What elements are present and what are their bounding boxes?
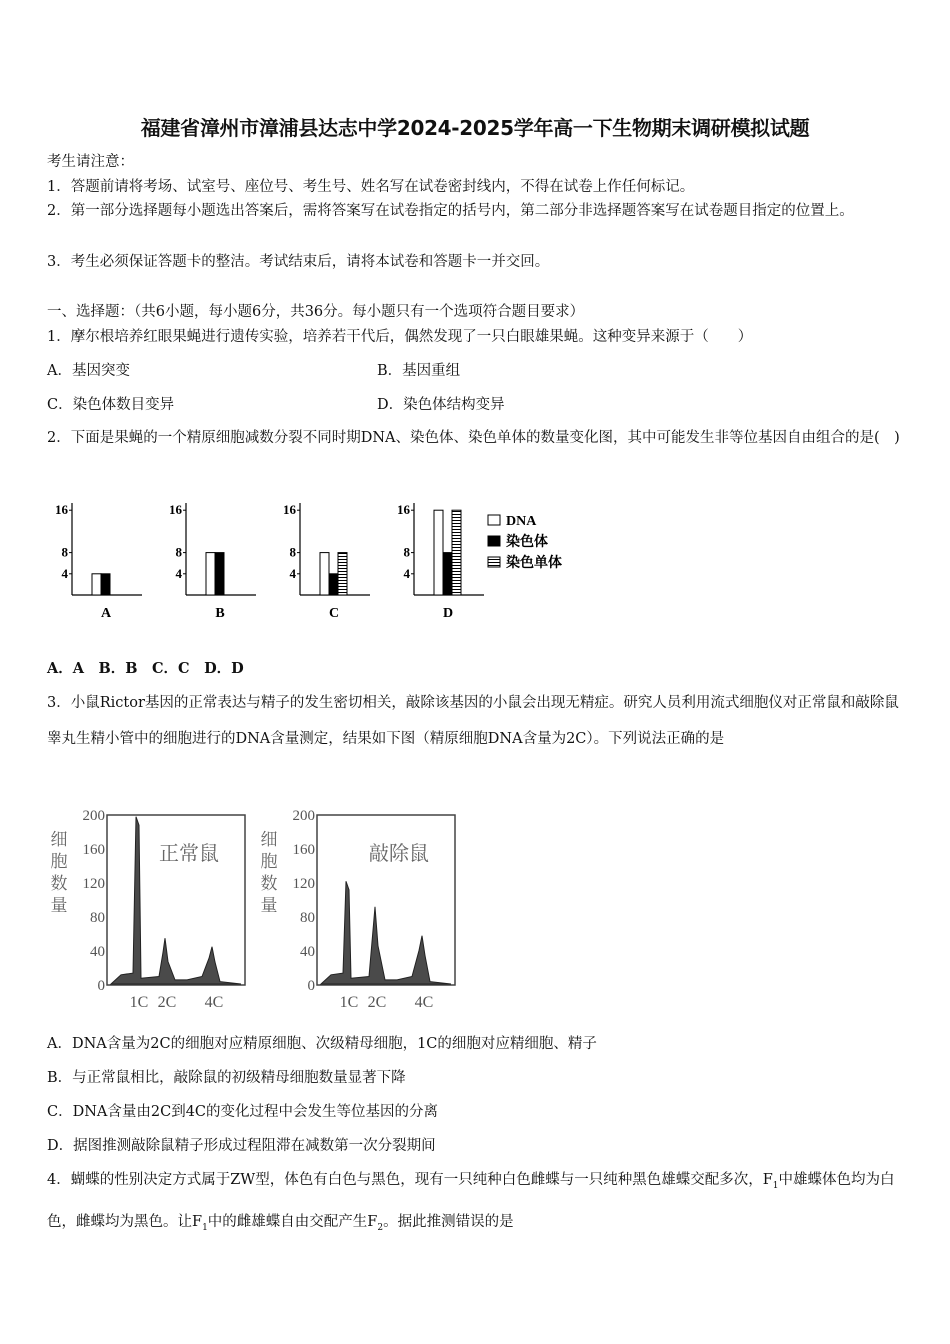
y-axis-label-char: 胞	[260, 852, 278, 871]
legend-swatch	[488, 557, 500, 567]
legend-swatch	[488, 536, 500, 546]
y-axis-label-char: 量	[50, 896, 68, 915]
x-tick-label: 2C	[157, 994, 177, 1011]
y-tick-label: 4	[289, 565, 296, 581]
question-2-stem: 2．下面是果蝇的一个精原细胞减数分裂不同时期DNA、染色体、染色单体的数量变化图，其中可能发生非等位基因自由组合的是( )	[47, 430, 900, 446]
category-label: C	[328, 606, 340, 621]
legend-label: 染色单体	[506, 556, 562, 571]
y-tick-label: 160	[82, 842, 105, 858]
notice-item: 2．第一部分选择题每小题选出答案后，需将答案写在试卷指定的括号内，第二部分非选择题答案写在试卷题目指定的位置上。	[47, 203, 854, 219]
bar-2	[101, 574, 110, 595]
bar-1	[92, 574, 101, 595]
bar-3	[452, 510, 461, 595]
y-tick-label: 16	[169, 502, 182, 518]
y-tick-label: 120	[292, 876, 315, 892]
x-tick-label: 2C	[367, 994, 387, 1011]
q3-option-c: C．DNA含量由2C到4C的变化过程中会发生等位基因的分离	[47, 1104, 439, 1120]
plot-frame	[107, 815, 245, 985]
histogram-area	[321, 881, 451, 984]
y-tick-label: 4	[175, 565, 182, 581]
y-tick-label: 16	[397, 502, 410, 518]
q1-option-c: C．染色体数目变异	[47, 397, 175, 413]
panel-label: 敲除鼠	[369, 843, 429, 865]
page-title: 福建省漳州市漳浦县达志中学2024-2025学年高一下生物期末调研模拟试题	[140, 116, 810, 140]
y-tick-label: 4	[61, 565, 68, 581]
y-axis-label-char: 量	[260, 896, 278, 915]
plot-frame	[317, 815, 455, 985]
bar-2	[215, 553, 224, 595]
q2-options: A．A B．B C．C D．D	[47, 660, 244, 677]
y-tick-label: 8	[403, 544, 410, 560]
y-tick-label: 200	[292, 808, 315, 824]
q3-option-d: D．据图推测敲除鼠精子形成过程阻滞在减数第一次分裂期间	[47, 1138, 436, 1154]
q2-bar-charts	[40, 495, 600, 630]
y-tick-label: 80	[90, 910, 105, 926]
q3-option-a: A．DNA含量为2C的细胞对应精原细胞、次级精母细胞，1C的细胞对应精细胞、精子	[47, 1036, 597, 1052]
notice-item: 1．答题前请将考场、试室号、座位号、考生号、姓名写在试卷密封线内，不得在试卷上作任何标记。	[47, 179, 695, 195]
legend-swatch	[488, 515, 500, 525]
category-label: A	[100, 606, 112, 621]
y-tick-label: 160	[292, 842, 315, 858]
y-axis-label-char: 细	[260, 830, 278, 849]
y-tick-label: 8	[61, 544, 68, 560]
q3-histograms	[45, 800, 475, 1020]
bar-1	[206, 553, 215, 595]
y-tick-label: 200	[82, 808, 105, 824]
y-tick-label: 16	[55, 502, 68, 518]
y-tick-label: 16	[283, 502, 296, 518]
section-heading: 一、选择题：（共6小题，每小题6分，共36分。每小题只有一个选项符合题目要求）	[47, 304, 585, 320]
y-tick-label: 8	[175, 544, 182, 560]
notice-item: 3．考生必须保证答题卡的整洁。考试结束后，请将本试卷和答题卡一并交回。	[47, 254, 550, 270]
y-tick-label: 0	[307, 978, 315, 994]
x-tick-label: 1C	[129, 994, 149, 1011]
x-tick-label: 4C	[204, 994, 224, 1011]
question-1-stem: 1．摩尔根培养红眼果蝇进行遗传实验，培养若干代后，偶然发现了一只白眼雄果蝇。这种变异来源于（ ）	[47, 329, 753, 345]
legend-label: 染色体	[506, 535, 548, 550]
y-axis-label-char: 数	[260, 874, 278, 893]
bar-1	[434, 510, 443, 595]
q3-option-b: B．与正常鼠相比，敲除鼠的初级精母细胞数量显著下降	[47, 1070, 406, 1086]
y-tick-label: 0	[97, 978, 105, 994]
q1-option-d: D．染色体结构变异	[377, 397, 505, 413]
bar-2	[443, 553, 452, 595]
y-axis-label-char: 胞	[50, 852, 68, 871]
y-tick-label: 40	[300, 944, 315, 960]
question-4-stem: 4．蝴蝶的性别决定方式属于ZW型，体色有白色与黑色，现有一只纯种白色雌蝶与一只纯种黑色雄蝶交配多次，$F_1$中雄蝶体色均为白色，雌蝶均为黑色。让$F_1$中的雌雄蝶自由交配产生$F_2$。据此推测错误的是	[47, 1172, 895, 1233]
y-tick-label: 8	[289, 544, 296, 560]
y-tick-label: 4	[403, 565, 410, 581]
category-label: D	[442, 606, 454, 621]
category-label: B	[215, 606, 225, 621]
y-axis-label-char: 细	[50, 830, 68, 849]
q1-option-a: A．基因突变	[47, 363, 130, 379]
histogram-area	[111, 817, 241, 984]
question-3-stem: 3．小鼠Rictor基因的正常表达与精子的发生密切相关，敲除该基因的小鼠会出现无精症。研究人员利用流式细胞仪对正常鼠和敲除鼠睾丸生精小管中的细胞进行的DNA含量测定，结果如下图（精原细胞DNA含量为2C）。下列说法正确的是	[47, 695, 899, 747]
notice-heading: 考生请注意：	[47, 154, 134, 170]
y-tick-label: 80	[300, 910, 315, 926]
x-tick-label: 4C	[414, 994, 434, 1011]
bar-1	[320, 553, 329, 595]
legend-label: DNA	[506, 514, 537, 529]
y-tick-label: 120	[82, 876, 105, 892]
panel-label: 正常鼠	[159, 843, 219, 865]
q1-option-b: B．基因重组	[377, 363, 461, 379]
y-tick-label: 40	[90, 944, 105, 960]
x-tick-label: 1C	[339, 994, 359, 1011]
y-axis-label-char: 数	[50, 874, 68, 893]
bar-2	[329, 574, 338, 595]
bar-3	[338, 553, 347, 595]
